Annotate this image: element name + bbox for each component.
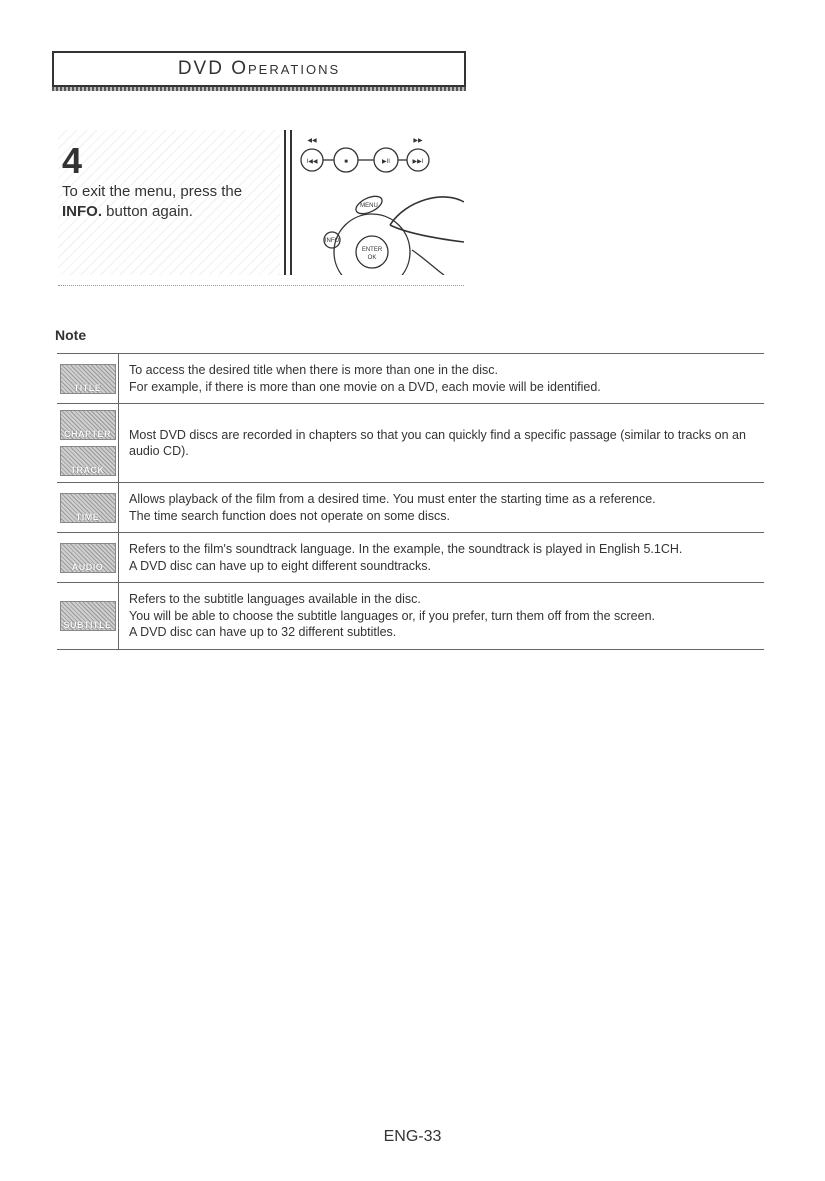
note-line: Refers to the film's soundtrack language. In the example, the soundtrack is played in English 5.1CH. bbox=[129, 542, 683, 556]
title-icon: TITLE bbox=[60, 364, 116, 394]
step-instruction bbox=[58, 130, 280, 275]
note-line: Most DVD discs are recorded in chapters so that you can quickly find a specific passage (similar to tracks on an audio CD). bbox=[129, 427, 746, 458]
note-row-title bbox=[57, 353, 764, 404]
section-header bbox=[52, 51, 466, 87]
note-icon-cell bbox=[57, 404, 119, 482]
step-text bbox=[62, 182, 272, 222]
note-line: Allows playback of the film from a desired time. You must enter the starting time as a reference. bbox=[129, 492, 656, 506]
note-description bbox=[119, 583, 655, 649]
track-icon: TRACK bbox=[60, 446, 116, 476]
remote-label: ENTER bbox=[361, 247, 383, 253]
remote-label: ▶II bbox=[382, 159, 390, 165]
note-icon-cell bbox=[57, 583, 119, 649]
note-line: A DVD disc can have up to eight different soundtracks. bbox=[129, 558, 432, 573]
chapter-icon: CHAPTER bbox=[60, 410, 116, 440]
note-row-subtitle bbox=[57, 583, 764, 650]
remote-control-illustration bbox=[294, 130, 464, 275]
note-icon-cell bbox=[57, 354, 119, 403]
step-number: 4 bbox=[62, 140, 83, 181]
remote-label: ◀◀ bbox=[307, 138, 317, 144]
note-line: For example, if there is more than one movie on a DVD, each movie will be identified. bbox=[129, 379, 601, 394]
section-title: DVD Operations bbox=[177, 58, 341, 79]
panel-divider bbox=[284, 130, 292, 275]
note-line: The time search function does not operate on some discs. bbox=[129, 508, 451, 523]
remote-label: I◀◀ bbox=[306, 159, 318, 165]
step-panel bbox=[58, 130, 464, 286]
step-text-suffix: button again. bbox=[106, 203, 193, 220]
note-icon-cell bbox=[57, 533, 119, 582]
remote-label: INFO bbox=[324, 238, 340, 244]
navigation-ring-icon bbox=[334, 214, 410, 275]
note-description bbox=[119, 354, 601, 403]
remote-label: ▶▶I bbox=[412, 159, 424, 165]
note-row-time bbox=[57, 483, 764, 533]
remote-label: OK bbox=[367, 255, 377, 261]
page-number: ENG-33 bbox=[383, 1128, 442, 1145]
note-row-chapter bbox=[57, 404, 764, 483]
step-text-prefix: To exit the menu, press the bbox=[62, 183, 243, 200]
note-heading: Note bbox=[55, 327, 87, 343]
notes-table bbox=[57, 353, 764, 650]
info-button-name: INFO. bbox=[62, 203, 102, 220]
note-description bbox=[119, 404, 764, 482]
remote-label: MENU bbox=[360, 203, 378, 209]
note-line: You will be able to choose the subtitle languages or, if you prefer, turn them off from the screen. bbox=[129, 608, 656, 623]
audio-icon: AUDIO bbox=[60, 543, 116, 573]
note-description bbox=[119, 533, 682, 582]
note-line: To access the desired title when there is more than one in the disc. bbox=[129, 363, 498, 377]
note-description bbox=[119, 483, 656, 532]
note-icon-cell bbox=[57, 483, 119, 532]
time-icon: TIME bbox=[60, 493, 116, 523]
note-line: A DVD disc can have up to 32 different subtitles. bbox=[129, 625, 397, 639]
remote-label: ▶▶ bbox=[413, 138, 423, 144]
finger-icon bbox=[390, 197, 464, 242]
subtitle-icon: SUBTITLE bbox=[60, 601, 116, 631]
remote-label: ■ bbox=[344, 159, 348, 165]
note-line: Refers to the subtitle languages available in the disc. bbox=[129, 592, 421, 606]
note-row-audio bbox=[57, 533, 764, 583]
